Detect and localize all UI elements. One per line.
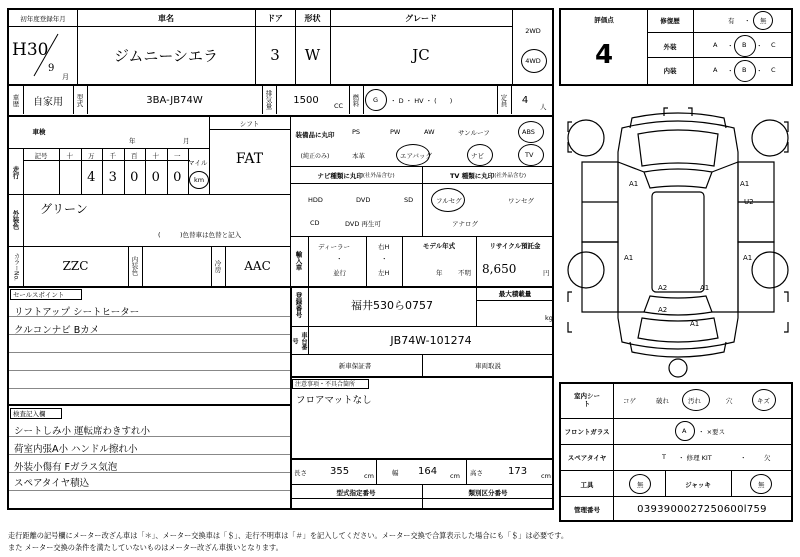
navi-title <box>290 168 422 182</box>
model-label: 型式 <box>75 93 84 107</box>
seat-item: 汚れ <box>688 397 701 405</box>
footer-line-1: 走行距離の記号欄にメーター改ざん車は「＊」、メーター交換車は「＄」、走行不明車は「＃」を記入してください。メーター交換で合算表示した場合にも「＄」は必要です。 <box>8 531 569 540</box>
interior-grade: C <box>771 66 776 74</box>
navi-sub: (社外品含む) <box>362 173 395 179</box>
exterior-b-circle <box>734 35 756 57</box>
equipment-item: PS <box>352 128 361 136</box>
seat-item: キズ <box>757 397 770 405</box>
navi-item: CD <box>310 219 320 227</box>
spare-dot: ・ <box>740 454 747 462</box>
mileage-digit-label: 一 <box>174 151 181 160</box>
interior-label: 内装 <box>663 66 677 75</box>
mileage-digit-label: 十 <box>152 151 159 160</box>
fuel-label: 燃料 <box>351 93 360 107</box>
glass-rest: ・ ×要ス <box>698 428 726 436</box>
sales-line-2: クルコンナビ Bカメ <box>14 325 100 336</box>
repair-no: 無 <box>760 17 767 25</box>
month-unit: 月 <box>62 73 69 81</box>
grade: JC <box>412 46 430 64</box>
seat-item: 穴 <box>726 397 733 405</box>
registration-label: 登録番号 <box>294 292 303 318</box>
car-diagram <box>562 92 794 378</box>
color-code: ZZC <box>62 259 89 273</box>
length-value: 355 <box>330 466 350 477</box>
management-label: 管理番号 <box>574 505 600 514</box>
tv-sub: (社外品含む) <box>494 173 527 179</box>
mileage-label: 走行 <box>11 165 20 179</box>
mileage-digit-label: 百 <box>131 151 138 160</box>
max-load-label: 最大積載量 <box>498 289 532 298</box>
equipment-item: ABS <box>522 128 535 136</box>
inspection-year-unit: 年 <box>129 137 136 145</box>
mark-a1-left-mid: A1 <box>624 254 634 262</box>
mileage-digit <box>59 162 81 192</box>
chassis-value: JB74W-101274 <box>390 333 472 347</box>
equipment-item: サンルーフ <box>458 129 490 137</box>
repair-yes: 有 <box>728 17 735 25</box>
equipment-item: TV <box>525 151 534 159</box>
width-value: 164 <box>418 466 438 477</box>
spare-kit: ・ 修理 KIT <box>678 454 712 462</box>
km-circle <box>189 171 209 189</box>
navi-item: SD <box>404 196 414 204</box>
category-label: 類別区分番号 <box>468 488 508 497</box>
mileage-digit: 3 <box>108 169 117 185</box>
mark-a1-left-front: A1 <box>629 180 639 188</box>
mileage-digit: 0 <box>151 169 160 185</box>
km-label: km <box>193 176 205 184</box>
exterior-label: 外装 <box>663 42 677 51</box>
mark-a1-rear-right: A1 <box>700 284 710 292</box>
notes-value: フロアマットなし <box>296 395 372 406</box>
color-label: 外装色 <box>11 210 20 230</box>
tools-label: 工具 <box>580 480 594 489</box>
reg-year-label: 初年度登録年月 <box>20 14 66 23</box>
spare-label: スペアタイヤ <box>567 453 607 462</box>
exterior-grade: A <box>713 41 718 49</box>
shape-label: 形状 <box>304 13 321 23</box>
mileage-digit: 0 <box>130 169 139 185</box>
model-year-unknown: 不明 <box>458 269 471 277</box>
import-right-h: 右H <box>378 243 390 251</box>
import-dot1: ・ <box>336 255 343 263</box>
drive-2wd: 2WD <box>525 27 541 35</box>
car-name: ジムニーシエラ <box>113 46 219 65</box>
color-code-label: カラーNo. <box>12 253 20 281</box>
car-name-label: 車名 <box>158 13 174 23</box>
import-dot2: ・ <box>381 255 388 263</box>
inspector-label: 検査記入欄 <box>10 408 62 419</box>
mile-label: マイル <box>188 159 208 167</box>
reg-month: 9 <box>48 63 55 74</box>
chassis-label: 車台番号 <box>291 332 307 350</box>
equipment-item: エアバッグ <box>400 152 432 160</box>
import-dealer: ディーラー <box>318 243 350 251</box>
jack-circle <box>750 474 772 494</box>
interior-grade: B <box>742 66 747 74</box>
displacement-label: 排気量 <box>264 90 273 110</box>
ac-value: AAC <box>244 259 271 273</box>
glass-value: A <box>682 427 687 435</box>
navi-item: HDD <box>308 196 323 204</box>
shift: FAT <box>235 151 264 167</box>
width-cm: cm <box>450 472 460 480</box>
usage: 自家用 <box>33 96 63 108</box>
mileage-sign-label: 記号 <box>34 151 48 160</box>
capacity: 4 <box>521 94 529 106</box>
model-year-label: モデル年式 <box>422 241 456 250</box>
tools-circle <box>629 474 651 494</box>
mark-a1-rear-bumper: A1 <box>690 320 700 328</box>
mark-a2-rear-gate: A2 <box>658 306 668 314</box>
capacity-unit: 人 <box>540 103 547 111</box>
drive-4wd: 4WD <box>525 57 541 65</box>
mark-a2-rear-left: A2 <box>658 284 668 292</box>
jack-value: 無 <box>758 481 765 489</box>
repair-no-circle <box>753 11 773 30</box>
mileage-digit: 0 <box>173 169 182 185</box>
spare-t: T <box>662 453 666 461</box>
navi-item: DVD 再生可 <box>345 220 381 228</box>
equipment-item: ナビ <box>471 152 484 160</box>
length-label: 長さ <box>294 469 307 477</box>
seat-item: コゲ <box>623 397 636 405</box>
grade-label: グレード <box>405 13 437 23</box>
new-car-guarantee: 新車保証書 <box>338 361 372 370</box>
length-cm: cm <box>364 472 374 480</box>
navi-circle <box>467 144 493 166</box>
grade-dot: ・ <box>727 67 734 75</box>
ac-label: 冷房 <box>213 259 222 273</box>
mileage-digit: 4 <box>87 169 96 185</box>
capacity-label: 定員 <box>499 93 508 107</box>
mark-u2-right: U2 <box>744 198 754 206</box>
fullseg-circle <box>431 188 465 212</box>
fuel-g-circle <box>365 89 387 111</box>
navi-title-text: ナビ種類に丸印 <box>317 171 363 180</box>
interior-grade: A <box>713 66 718 74</box>
score-label: 評価点 <box>594 15 614 24</box>
sales-points-label: セールスポイント <box>10 289 82 300</box>
height-label: 高さ <box>470 469 483 477</box>
inspection-month-unit: 月 <box>183 137 190 145</box>
grade-dot: ・ <box>727 42 734 50</box>
doors: 3 <box>270 46 280 64</box>
spare-missing: 欠 <box>764 454 771 462</box>
width-label: 幅 <box>392 469 399 477</box>
fuel-g: G <box>373 96 379 104</box>
seat-label-text: 室内シート <box>574 391 600 408</box>
seat-dirt-circle <box>682 389 710 411</box>
tv-item: ワンセグ <box>508 197 534 205</box>
interior-color-label: 内装色 <box>130 256 139 276</box>
height-cm: cm <box>541 472 551 480</box>
mileage-digit-label: 十 <box>66 151 73 160</box>
grade-dot: ・ <box>756 67 763 75</box>
cc-unit: CC <box>334 102 344 110</box>
import-parallel: 並行 <box>333 269 346 277</box>
model-designation-label: 型式指定番号 <box>336 488 376 497</box>
tv-circle <box>518 144 544 166</box>
abs-circle <box>518 121 544 143</box>
equipment-label: 装備品に丸印 <box>295 131 335 140</box>
mileage-digit-label: 万 <box>88 151 95 160</box>
inspection-label: 車検 <box>32 127 46 136</box>
color-note: ( )色替車は色替と記入 <box>158 231 242 239</box>
tv-title <box>422 168 554 182</box>
tools-value: 無 <box>637 481 644 489</box>
max-load-kg: kg <box>545 314 553 322</box>
drive-4wd-circle <box>521 49 547 73</box>
shape: W <box>304 46 321 64</box>
recycle-yen: 円 <box>543 269 550 277</box>
tv-item: フルセグ <box>436 197 462 205</box>
management-value: 0393900027250600l759 <box>637 503 767 515</box>
airbag-circle <box>396 144 430 166</box>
model-year-unit: 年 <box>436 269 443 277</box>
repair-label: 修復歴 <box>660 16 680 25</box>
color-value: グリーン <box>40 202 88 216</box>
exterior-grade: B <box>742 41 747 49</box>
usage-label: 車歴 <box>11 93 20 107</box>
exterior-grade: C <box>771 41 776 49</box>
jack-label: ジャッキ <box>685 480 711 489</box>
fuel-rest: ・ D ・ HV ・ ( ) <box>390 97 453 105</box>
glass-label: フロントガラス <box>564 427 610 436</box>
reg-era-year: H30 <box>12 40 49 60</box>
inspector-line-3: 外装小傷有 Fガラス気泡 <box>14 462 118 473</box>
tv-title-text: TV 種類に丸印 <box>449 171 495 180</box>
shift-label: シフト <box>239 119 260 128</box>
door-label: ドア <box>267 13 283 23</box>
glass-a-circle <box>675 421 695 441</box>
mark-a1-right-front: A1 <box>740 180 750 188</box>
repair-dot: ・ <box>744 17 751 25</box>
recycle-value: 8,650 <box>482 262 517 276</box>
sales-line-1: リフトアップ シートヒーター <box>14 307 140 318</box>
equipment-item: PW <box>390 128 401 136</box>
height-value: 173 <box>508 466 528 477</box>
import-label: 輸入車 <box>294 251 303 271</box>
inspector-line-2: 荷室内張A小 ハンドル擦れ小 <box>14 444 138 455</box>
inspector-line-1: シートしみ小 運転席わきすれ小 <box>14 426 151 437</box>
tv-item: アナログ <box>452 220 478 228</box>
seat-item: 破れ <box>656 397 669 405</box>
footer-line-2: また メーター交換の条件を満たしていないものはメーター改ざん車扱いとなります。 <box>8 543 283 552</box>
reg-slash <box>30 32 60 78</box>
vehicle-manual: 車両取説 <box>475 361 501 370</box>
recycle-label: リサイクル預託金 <box>489 241 541 250</box>
equipment-sub-label: (純正のみ) <box>300 152 330 160</box>
model: 3BA-JB74W <box>146 94 203 106</box>
seat-label <box>561 384 613 416</box>
inspector-line-4: スペアタイヤ積込 <box>14 478 90 489</box>
mileage-digit-label: 千 <box>109 151 116 160</box>
seat-scratch-circle <box>752 389 776 411</box>
import-left-h: 左H <box>378 269 390 277</box>
equipment-item: AW <box>424 128 435 136</box>
displacement: 1500 <box>293 94 319 106</box>
grade-dot: ・ <box>756 42 763 50</box>
interior-b-circle <box>734 60 756 82</box>
registration-value: 福井530ら0757 <box>351 299 433 312</box>
navi-item: DVD <box>356 196 371 204</box>
mark-a1-right-mid: A1 <box>743 254 753 262</box>
notes-label: 注意事項・不具合箇所 <box>292 379 369 389</box>
equipment-item: 本革 <box>352 152 365 160</box>
score-value: 4 <box>594 40 614 70</box>
